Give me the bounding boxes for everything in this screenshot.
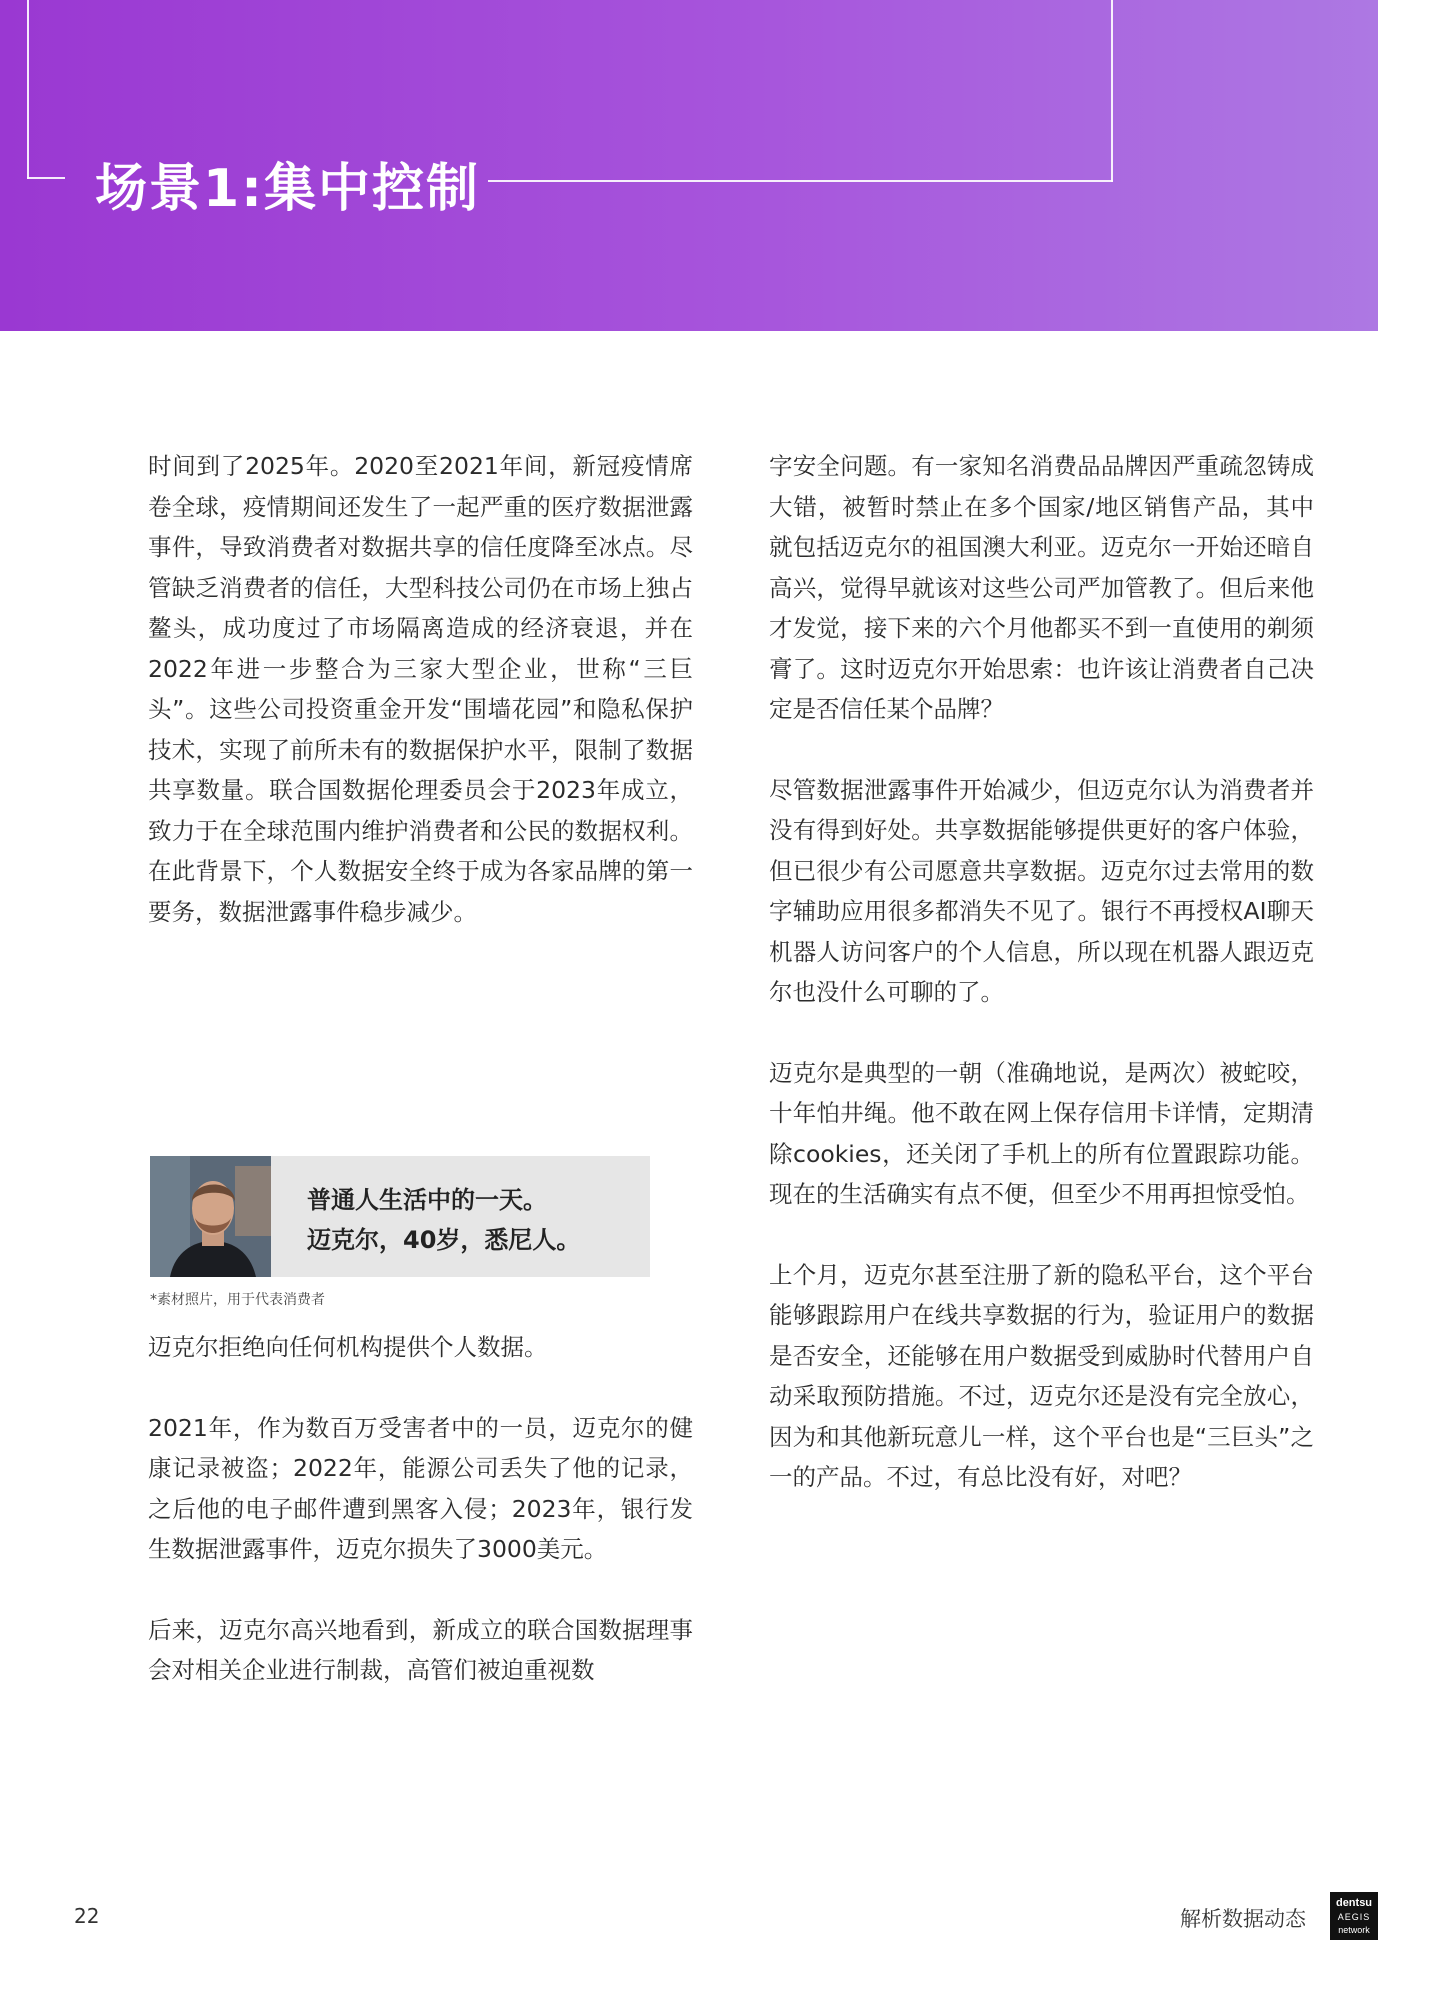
- logo-line-2: AEGIS: [1337, 1912, 1371, 1922]
- photo-caption: *素材照片，用于代表消费者: [150, 1292, 325, 1308]
- paragraph: 字安全问题。有一家知名消费品品牌因严重疏忽铸成大错，被暂时禁止在多个国家/地区销售产品，其中就包括迈克尔的祖国澳大利亚。迈克尔一开始还暗自高兴，觉得早就该对这些公司严加管教了。但后来他才发觉，接下来的六个月他都买不到一直使用的剃须膏了。这时迈克尔开始思索：也许该让消费者自己决定是否信任某个品牌？: [769, 452, 1314, 723]
- page-title: 场景1:集中控制: [95, 159, 480, 219]
- paragraph: 尽管数据泄露事件开始减少，但迈克尔认为消费者并没有得到好处。共享数据能够提供更好的客户体验，但已很少有公司愿意共享数据。迈克尔过去常用的数字辅助应用很多都消失不见了。银行不再授权AI聊天机器人访问客户的个人信息，所以现在机器人跟迈克尔也没什么可聊的了。: [769, 775, 1314, 1006]
- left-column-top: [148, 446, 693, 932]
- page-number: 22: [74, 1904, 100, 1928]
- logo-line-1: dentsu: [1335, 1897, 1373, 1909]
- profile-quote-box: [271, 1156, 650, 1277]
- paragraph: 时间到了2025年。2020至2021年间，新冠疫情席卷全球，疫情期间还发生了一起严重的医疗数据泄露事件，导致消费者对数据共享的信任度降至冰点。尽管缺乏消费者的信任，大型科技公司仍在市场上独占鳌头，成功度过了市场隔离造成的经济衰退，并在2022年进一步整合为三家大型企业，世称“三巨头”。这些公司投资重金开发“围墙花园”和隐私保护技术，实现了前所未有的数据保护水平，限制了数据共享数量。联合国数据伦理委员会于2023年成立，致力于在全球范围内维护消费者和公民的数据权利。在此背景下，个人数据安全终于成为各家品牌的第一要务，数据泄露事件稳步减少。: [148, 452, 693, 926]
- logo-line-3: network: [1338, 1925, 1370, 1935]
- paragraph: 迈克尔是典型的一朝（准确地说，是两次）被蛇咬，十年怕井绳。他不敢在网上保存信用卡详情，定期清除cookies，还关闭了手机上的所有位置跟踪功能。现在的生活确实有点不便，但至少不用再担惊受怕。: [769, 1058, 1314, 1208]
- dentsu-aegis-logo: [1330, 1892, 1378, 1940]
- left-column-bottom: [148, 1327, 693, 1691]
- profile-line-1: 普通人生活中的一天。: [307, 1186, 547, 1214]
- profile-line-2: 迈克尔，40岁，悉尼人。: [307, 1226, 581, 1254]
- paragraph: 2021年，作为数百万受害者中的一员，迈克尔的健康记录被盗；2022年，能源公司丢失了他的记录，之后他的电子邮件遭到黑客入侵；2023年，银行发生数据泄露事件，迈克尔损失了3000美元。: [148, 1413, 693, 1563]
- paragraph: 后来，迈克尔高兴地看到，新成立的联合国数据理事会对相关企业进行制裁，高管们被迫重视数: [148, 1615, 693, 1684]
- running-title: 解析数据动态: [1180, 1907, 1306, 1931]
- frame-line-right: [1111, 0, 1113, 182]
- right-column: [769, 446, 1314, 1498]
- header-banner: [0, 0, 1378, 331]
- frame-line-right-foot: [488, 180, 1113, 182]
- profile-card: [150, 1156, 650, 1277]
- paragraph: 上个月，迈克尔甚至注册了新的隐私平台，这个平台能够跟踪用户在线共享数据的行为，验证用户的数据是否安全，还能够在用户数据受到威胁时代替用户自动采取预防措施。不过，迈克尔还是没有完全放心，因为和其他新玩意儿一样，这个平台也是“三巨头”之一的产品。不过，有总比没有好，对吧？: [769, 1260, 1314, 1491]
- man-portrait-icon: [150, 1156, 271, 1277]
- paragraph: 迈克尔拒绝向任何机构提供个人数据。: [148, 1333, 548, 1361]
- frame-line-left-foot: [27, 177, 65, 179]
- portrait-photo: [150, 1156, 271, 1277]
- frame-line-left: [27, 0, 29, 179]
